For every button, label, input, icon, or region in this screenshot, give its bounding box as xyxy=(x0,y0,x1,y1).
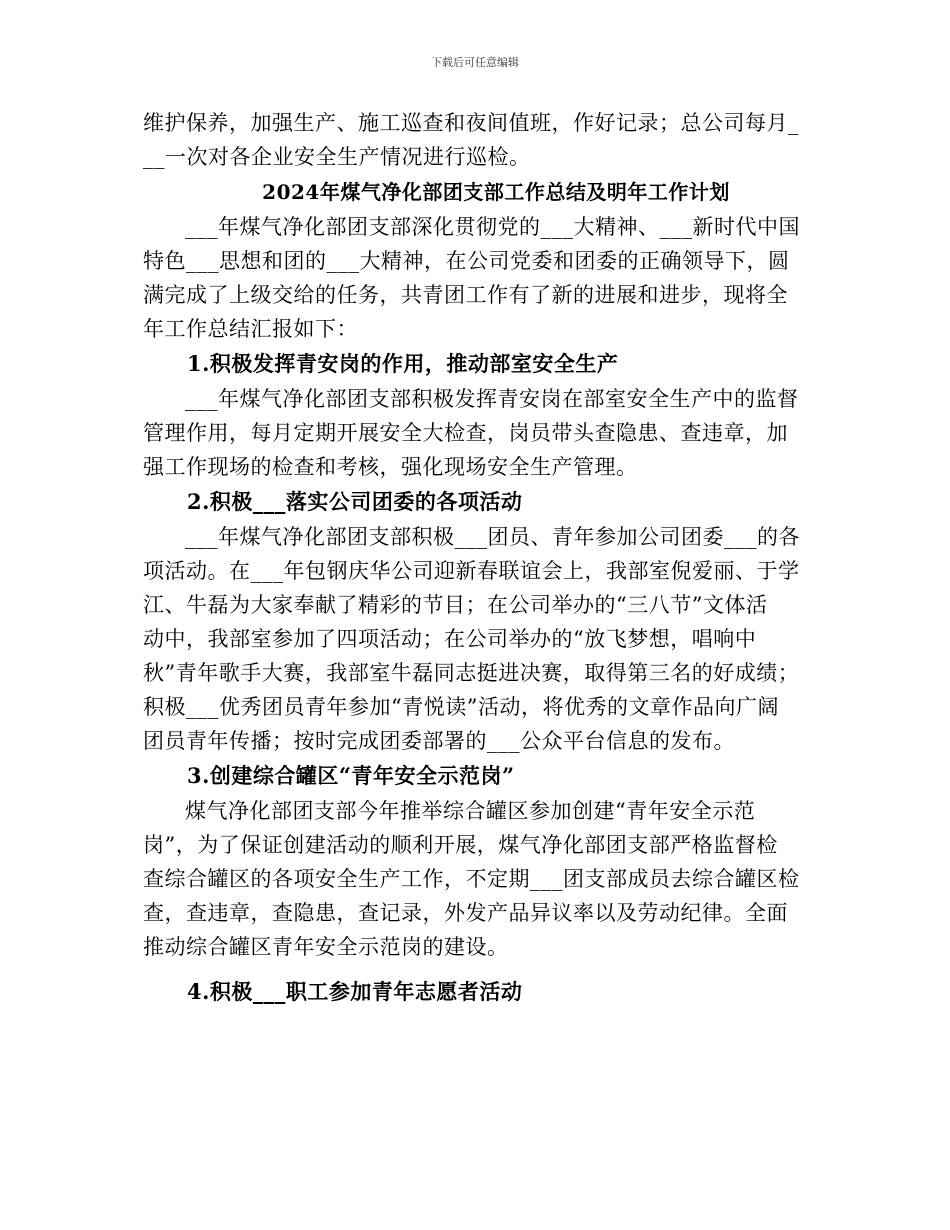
paragraph-line: 满完成了上级交给的任务，共青团工作有了新的进展和进步，现将全 xyxy=(143,283,788,307)
section-heading: 3.创建综合罐区“青年安全示范岗” xyxy=(187,763,515,788)
paragraph-line: 煤气净化部团支部今年推举综合罐区参加创建“青年安全示范 xyxy=(185,799,756,823)
section-heading: 1.积极发挥青安岗的作用，推动部室安全生产 xyxy=(187,351,619,376)
paragraph-line: 管理作用，每月定期开展安全大检查，岗员带头查隐患、查违章，加 xyxy=(143,421,788,445)
paragraph-line: 积极___优秀团员青年参加“青悦读”活动，将优秀的文章作品向广阔 xyxy=(143,695,779,719)
intro-line: 维护保养，加强生产、施工巡查和夜间值班，作好记录；总公司每月_ xyxy=(143,111,799,135)
paragraph-line: 团员青年传播；按时完成团委部署的___公众平台信息的发布。 xyxy=(143,729,735,753)
paragraph-line: 年工作总结汇报如下： xyxy=(143,317,358,341)
page-header: 下载后可任意编辑 xyxy=(431,56,519,69)
section-heading: 2.积极___落实公司团委的各项活动 xyxy=(187,489,523,514)
paragraph-line: ___年煤气净化部团支部积极发挥青安岗在部室安全生产中的监督 xyxy=(185,387,799,411)
paragraph-line: 动中，我部室参加了四项活动；在公司举办的“放飞梦想，唱响中 xyxy=(143,627,757,651)
intro-line: __一次对各企业安全生产情况进行巡检。 xyxy=(143,145,531,169)
paragraph-line: 特色___思想和团的___大精神，在公司党委和团委的正确领导下，圆 xyxy=(143,249,790,273)
paragraph-line: 查，查违章，查隐患，查记录，外发产品异议率以及劳动纪律。全面 xyxy=(143,901,788,925)
section-heading: 4.积极___职工参加青年志愿者活动 xyxy=(187,979,523,1004)
document-title: 2024年煤气净化部团支部工作总结及明年工作计划 xyxy=(262,180,730,204)
paragraph-line: 秋”青年歌手大赛，我部室牛磊同志挺进决赛，取得第三名的好成绩； xyxy=(143,661,800,685)
paragraph-line: 岗”，为了保证创建活动的顺利开展，煤气净化部团支部严格监督检 xyxy=(143,833,778,857)
paragraph-line: ___年煤气净化部团支部深化贯彻党的___大精神、___新时代中国 xyxy=(185,215,800,239)
paragraph-line: ___年煤气净化部团支部积极___团员、青年参加公司团委___的各 xyxy=(185,525,800,549)
paragraph-line: 江、牛磊为大家奉献了精彩的节目；在公司举办的“三八节”文体活 xyxy=(143,593,768,617)
paragraph-line: 推动综合罐区青年安全示范岗的建设。 xyxy=(143,935,509,959)
paragraph-line: 强工作现场的检查和考核，强化现场安全生产管理。 xyxy=(143,455,638,479)
document-body xyxy=(143,106,813,1010)
paragraph-line: 查综合罐区的各项安全生产工作，不定期___团支部成员去综合罐区检 xyxy=(143,867,800,891)
paragraph-line: 项活动。在___年包钢庆华公司迎新春联谊会上，我部室倪爱丽、于学 xyxy=(143,559,800,583)
